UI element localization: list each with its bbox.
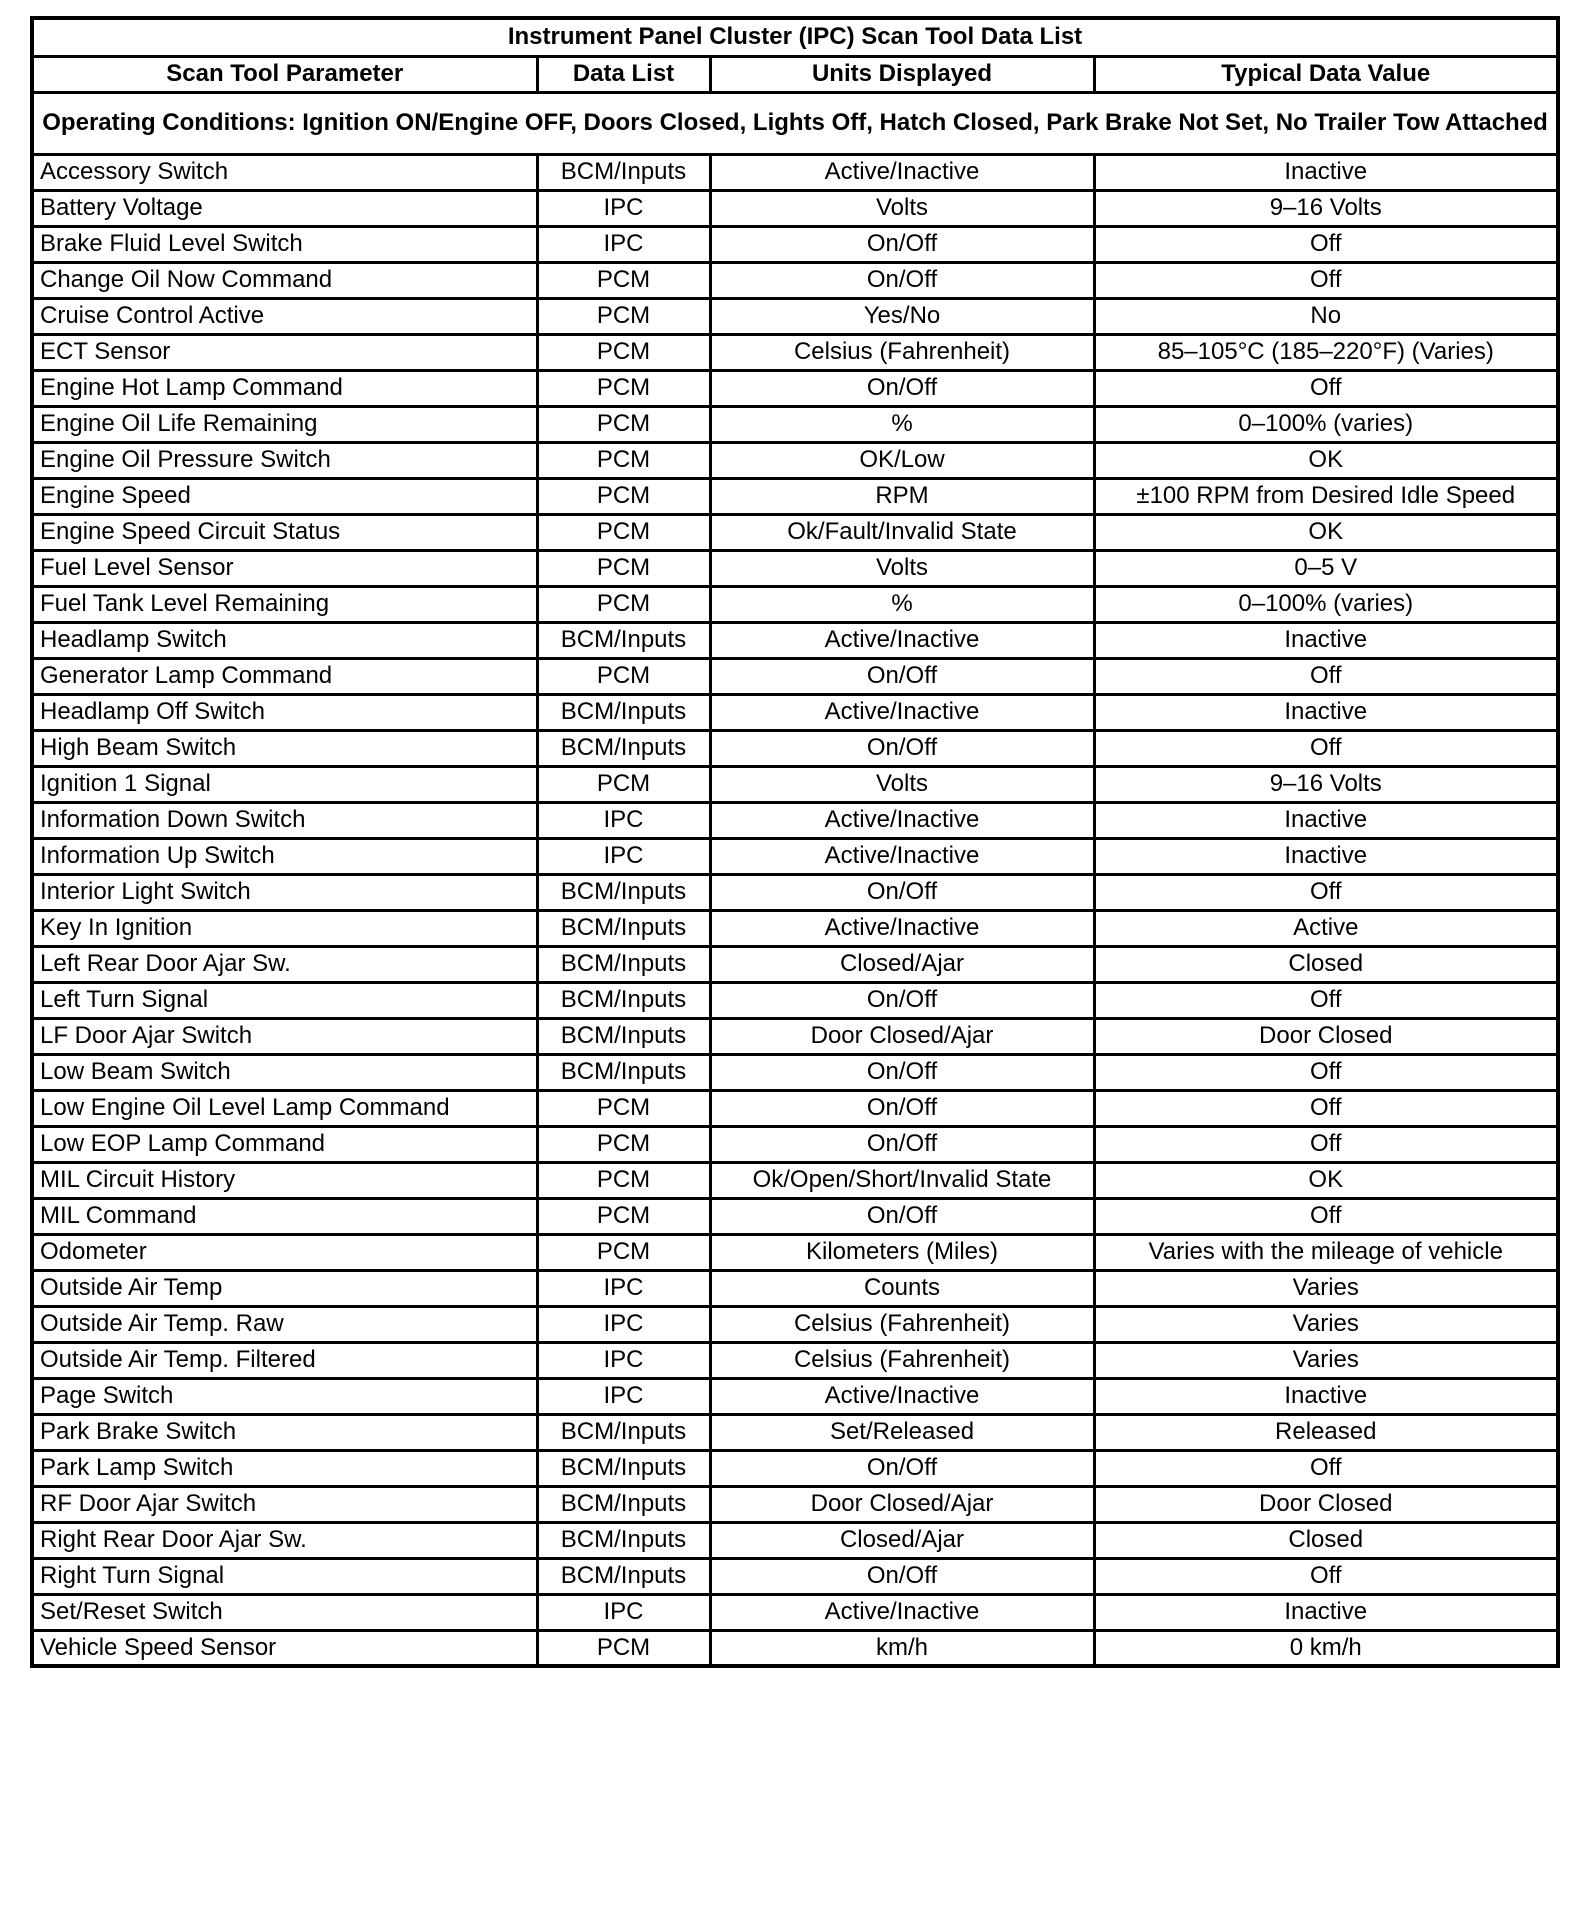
cell-typical-value: Off — [1094, 982, 1558, 1018]
cell-typical-value: Inactive — [1094, 622, 1558, 658]
cell-units: Celsius (Fahrenheit) — [710, 334, 1094, 370]
table-row — [32, 1558, 1558, 1594]
table-row — [32, 874, 1558, 910]
cell-data-list: IPC — [537, 226, 710, 262]
table-row — [32, 1090, 1558, 1126]
cell-typical-value: Varies — [1094, 1270, 1558, 1306]
table-row — [32, 370, 1558, 406]
table-row — [32, 190, 1558, 226]
cell-units: On/Off — [710, 1198, 1094, 1234]
cell-typical-value: 0–100% (varies) — [1094, 406, 1558, 442]
cell-data-list: PCM — [537, 766, 710, 802]
cell-data-list: BCM/Inputs — [537, 622, 710, 658]
cell-units: RPM — [710, 478, 1094, 514]
header-units-displayed: Units Displayed — [710, 56, 1094, 92]
cell-units: Active/Inactive — [710, 838, 1094, 874]
cell-data-list: IPC — [537, 1378, 710, 1414]
cell-units: % — [710, 406, 1094, 442]
cell-typical-value: Varies with the mileage of vehicle — [1094, 1234, 1558, 1270]
table-row — [32, 1522, 1558, 1558]
table-row — [32, 1126, 1558, 1162]
cell-typical-value: OK — [1094, 514, 1558, 550]
cell-data-list: PCM — [537, 1090, 710, 1126]
cell-parameter: Left Rear Door Ajar Sw. — [32, 946, 537, 982]
cell-typical-value: Off — [1094, 1054, 1558, 1090]
table-row — [32, 1342, 1558, 1378]
table-row — [32, 406, 1558, 442]
cell-units: On/Off — [710, 1054, 1094, 1090]
cell-data-list: BCM/Inputs — [537, 910, 710, 946]
cell-units: Closed/Ajar — [710, 946, 1094, 982]
table-row — [32, 946, 1558, 982]
cell-typical-value: OK — [1094, 442, 1558, 478]
cell-typical-value: Closed — [1094, 1522, 1558, 1558]
cell-parameter: Headlamp Off Switch — [32, 694, 537, 730]
cell-typical-value: Off — [1094, 1450, 1558, 1486]
cell-data-list: IPC — [537, 1594, 710, 1630]
table-header-row — [32, 56, 1558, 92]
table-row — [32, 1486, 1558, 1522]
cell-typical-value: No — [1094, 298, 1558, 334]
cell-units: Active/Inactive — [710, 1378, 1094, 1414]
cell-data-list: BCM/Inputs — [537, 874, 710, 910]
cell-parameter: Right Turn Signal — [32, 1558, 537, 1594]
cell-parameter: Right Rear Door Ajar Sw. — [32, 1522, 537, 1558]
table-row — [32, 154, 1558, 190]
cell-typical-value: ±100 RPM from Desired Idle Speed — [1094, 478, 1558, 514]
cell-parameter: Generator Lamp Command — [32, 658, 537, 694]
cell-typical-value: Varies — [1094, 1306, 1558, 1342]
cell-parameter: Park Brake Switch — [32, 1414, 537, 1450]
cell-typical-value: Released — [1094, 1414, 1558, 1450]
table-row — [32, 1018, 1558, 1054]
cell-data-list: IPC — [537, 1270, 710, 1306]
cell-parameter: Headlamp Switch — [32, 622, 537, 658]
table-row — [32, 226, 1558, 262]
cell-units: Active/Inactive — [710, 694, 1094, 730]
cell-parameter: Accessory Switch — [32, 154, 537, 190]
table-row — [32, 1450, 1558, 1486]
cell-units: Yes/No — [710, 298, 1094, 334]
cell-data-list: IPC — [537, 1306, 710, 1342]
cell-typical-value: Inactive — [1094, 154, 1558, 190]
cell-units: Volts — [710, 190, 1094, 226]
cell-parameter: Information Down Switch — [32, 802, 537, 838]
cell-typical-value: 0–5 V — [1094, 550, 1558, 586]
cell-data-list: IPC — [537, 838, 710, 874]
cell-typical-value: Off — [1094, 1198, 1558, 1234]
table-row — [32, 478, 1558, 514]
cell-data-list: PCM — [537, 406, 710, 442]
cell-typical-value: Off — [1094, 1558, 1558, 1594]
cell-typical-value: Off — [1094, 1090, 1558, 1126]
table-row — [32, 298, 1558, 334]
cell-parameter: Odometer — [32, 1234, 537, 1270]
cell-parameter: Low Beam Switch — [32, 1054, 537, 1090]
table-row — [32, 1306, 1558, 1342]
cell-typical-value: Off — [1094, 262, 1558, 298]
cell-parameter: Fuel Level Sensor — [32, 550, 537, 586]
cell-data-list: BCM/Inputs — [537, 730, 710, 766]
table-body — [32, 154, 1558, 1666]
cell-units: Active/Inactive — [710, 154, 1094, 190]
cell-units: Ok/Open/Short/Invalid State — [710, 1162, 1094, 1198]
cell-data-list: PCM — [537, 334, 710, 370]
cell-typical-value: 9–16 Volts — [1094, 190, 1558, 226]
cell-data-list: PCM — [537, 514, 710, 550]
cell-parameter: Information Up Switch — [32, 838, 537, 874]
table-row — [32, 1594, 1558, 1630]
cell-units: On/Off — [710, 730, 1094, 766]
cell-parameter: Engine Oil Life Remaining — [32, 406, 537, 442]
cell-units: Door Closed/Ajar — [710, 1018, 1094, 1054]
cell-parameter: Change Oil Now Command — [32, 262, 537, 298]
cell-units: On/Off — [710, 370, 1094, 406]
cell-typical-value: 0–100% (varies) — [1094, 586, 1558, 622]
cell-units: Active/Inactive — [710, 802, 1094, 838]
cell-typical-value: Door Closed — [1094, 1486, 1558, 1522]
table-row — [32, 262, 1558, 298]
cell-units: On/Off — [710, 1558, 1094, 1594]
table-title-row — [32, 18, 1558, 56]
cell-units: On/Off — [710, 982, 1094, 1018]
cell-parameter: MIL Command — [32, 1198, 537, 1234]
cell-units: Celsius (Fahrenheit) — [710, 1306, 1094, 1342]
table-row — [32, 1234, 1558, 1270]
cell-parameter: Vehicle Speed Sensor — [32, 1630, 537, 1666]
cell-units: On/Off — [710, 1126, 1094, 1162]
cell-data-list: BCM/Inputs — [537, 1414, 710, 1450]
cell-typical-value: 0 km/h — [1094, 1630, 1558, 1666]
cell-data-list: IPC — [537, 802, 710, 838]
table-row — [32, 838, 1558, 874]
cell-typical-value: Door Closed — [1094, 1018, 1558, 1054]
cell-units: On/Off — [710, 262, 1094, 298]
cell-parameter: Ignition 1 Signal — [32, 766, 537, 802]
table-row — [32, 694, 1558, 730]
cell-data-list: PCM — [537, 442, 710, 478]
cell-parameter: Interior Light Switch — [32, 874, 537, 910]
cell-typical-value: 9–16 Volts — [1094, 766, 1558, 802]
cell-typical-value: Inactive — [1094, 838, 1558, 874]
cell-units: On/Off — [710, 226, 1094, 262]
table-row — [32, 334, 1558, 370]
cell-data-list: BCM/Inputs — [537, 1522, 710, 1558]
cell-units: Door Closed/Ajar — [710, 1486, 1094, 1522]
cell-parameter: Page Switch — [32, 1378, 537, 1414]
cell-units: Volts — [710, 550, 1094, 586]
cell-typical-value: Inactive — [1094, 802, 1558, 838]
table-row — [32, 910, 1558, 946]
cell-typical-value: Inactive — [1094, 694, 1558, 730]
cell-typical-value: Off — [1094, 226, 1558, 262]
cell-units: Active/Inactive — [710, 1594, 1094, 1630]
cell-data-list: BCM/Inputs — [537, 1018, 710, 1054]
cell-data-list: BCM/Inputs — [537, 946, 710, 982]
cell-data-list: BCM/Inputs — [537, 154, 710, 190]
cell-typical-value: Off — [1094, 658, 1558, 694]
cell-parameter: RF Door Ajar Switch — [32, 1486, 537, 1522]
cell-units: On/Off — [710, 874, 1094, 910]
cell-data-list: BCM/Inputs — [537, 1486, 710, 1522]
cell-data-list: PCM — [537, 298, 710, 334]
cell-data-list: PCM — [537, 586, 710, 622]
cell-parameter: Outside Air Temp. Raw — [32, 1306, 537, 1342]
cell-typical-value: Closed — [1094, 946, 1558, 982]
table-row — [32, 802, 1558, 838]
cell-units: On/Off — [710, 658, 1094, 694]
cell-parameter: Park Lamp Switch — [32, 1450, 537, 1486]
cell-parameter: Low EOP Lamp Command — [32, 1126, 537, 1162]
cell-data-list: IPC — [537, 190, 710, 226]
cell-data-list: BCM/Inputs — [537, 1450, 710, 1486]
table-row — [32, 1054, 1558, 1090]
header-data-list: Data List — [537, 56, 710, 92]
cell-parameter: Outside Air Temp. Filtered — [32, 1342, 537, 1378]
cell-units: % — [710, 586, 1094, 622]
cell-data-list: IPC — [537, 1342, 710, 1378]
cell-parameter: Outside Air Temp — [32, 1270, 537, 1306]
cell-units: Volts — [710, 766, 1094, 802]
cell-data-list: PCM — [537, 1162, 710, 1198]
table-row — [32, 622, 1558, 658]
cell-units: On/Off — [710, 1450, 1094, 1486]
cell-parameter: Key In Ignition — [32, 910, 537, 946]
cell-typical-value: Varies — [1094, 1342, 1558, 1378]
cell-units: Set/Released — [710, 1414, 1094, 1450]
table-row — [32, 550, 1558, 586]
table-row — [32, 766, 1558, 802]
cell-typical-value: Active — [1094, 910, 1558, 946]
table-row — [32, 1630, 1558, 1666]
cell-parameter: Battery Voltage — [32, 190, 537, 226]
cell-data-list: PCM — [537, 550, 710, 586]
cell-parameter: Brake Fluid Level Switch — [32, 226, 537, 262]
cell-typical-value: Inactive — [1094, 1378, 1558, 1414]
cell-parameter: Engine Speed — [32, 478, 537, 514]
cell-parameter: Low Engine Oil Level Lamp Command — [32, 1090, 537, 1126]
cell-data-list: PCM — [537, 370, 710, 406]
table-row — [32, 658, 1558, 694]
cell-parameter: Fuel Tank Level Remaining — [32, 586, 537, 622]
cell-data-list: BCM/Inputs — [537, 1558, 710, 1594]
cell-units: On/Off — [710, 1090, 1094, 1126]
cell-parameter: Engine Hot Lamp Command — [32, 370, 537, 406]
cell-units: Ok/Fault/Invalid State — [710, 514, 1094, 550]
cell-data-list: PCM — [537, 1234, 710, 1270]
cell-parameter: Engine Oil Pressure Switch — [32, 442, 537, 478]
cell-data-list: PCM — [537, 658, 710, 694]
header-scan-tool-parameter: Scan Tool Parameter — [32, 56, 537, 92]
cell-parameter: MIL Circuit History — [32, 1162, 537, 1198]
cell-data-list: PCM — [537, 262, 710, 298]
table-row — [32, 442, 1558, 478]
table-title: Instrument Panel Cluster (IPC) Scan Tool Data List — [32, 18, 1558, 56]
cell-parameter: Cruise Control Active — [32, 298, 537, 334]
cell-units: Counts — [710, 1270, 1094, 1306]
cell-typical-value: Inactive — [1094, 1594, 1558, 1630]
cell-data-list: PCM — [537, 1126, 710, 1162]
table-row — [32, 1198, 1558, 1234]
header-typical-data-value: Typical Data Value — [1094, 56, 1558, 92]
table-row — [32, 1378, 1558, 1414]
cell-units: OK/Low — [710, 442, 1094, 478]
cell-units: Celsius (Fahrenheit) — [710, 1342, 1094, 1378]
table-row — [32, 730, 1558, 766]
table-row — [32, 1414, 1558, 1450]
cell-data-list: BCM/Inputs — [537, 694, 710, 730]
cell-data-list: PCM — [537, 1630, 710, 1666]
cell-parameter: Left Turn Signal — [32, 982, 537, 1018]
cell-parameter: ECT Sensor — [32, 334, 537, 370]
cell-typical-value: Off — [1094, 874, 1558, 910]
cell-parameter: High Beam Switch — [32, 730, 537, 766]
cell-parameter: Engine Speed Circuit Status — [32, 514, 537, 550]
cell-data-list: PCM — [537, 1198, 710, 1234]
cell-typical-value: OK — [1094, 1162, 1558, 1198]
cell-typical-value: Off — [1094, 730, 1558, 766]
cell-typical-value: 85–105°C (185–220°F) (Varies) — [1094, 334, 1558, 370]
cell-units: Closed/Ajar — [710, 1522, 1094, 1558]
table-row — [32, 586, 1558, 622]
operating-conditions: Operating Conditions: Ignition ON/Engine OFF, Doors Closed, Lights Off, Hatch Closed, Park Brake Not Set, No Trailer Tow Attached — [32, 92, 1558, 154]
cell-parameter: Set/Reset Switch — [32, 1594, 537, 1630]
table-row — [32, 982, 1558, 1018]
cell-units: Active/Inactive — [710, 622, 1094, 658]
table-row — [32, 514, 1558, 550]
cell-parameter: LF Door Ajar Switch — [32, 1018, 537, 1054]
cell-typical-value: Off — [1094, 370, 1558, 406]
cell-units: Kilometers (Miles) — [710, 1234, 1094, 1270]
table-row — [32, 1270, 1558, 1306]
cell-units: Active/Inactive — [710, 910, 1094, 946]
cell-data-list: PCM — [537, 478, 710, 514]
cell-data-list: BCM/Inputs — [537, 1054, 710, 1090]
cell-units: km/h — [710, 1630, 1094, 1666]
operating-conditions-row — [32, 92, 1558, 154]
table-row — [32, 1162, 1558, 1198]
scan-tool-data-table — [30, 16, 1560, 1668]
cell-typical-value: Off — [1094, 1126, 1558, 1162]
cell-data-list: BCM/Inputs — [537, 982, 710, 1018]
